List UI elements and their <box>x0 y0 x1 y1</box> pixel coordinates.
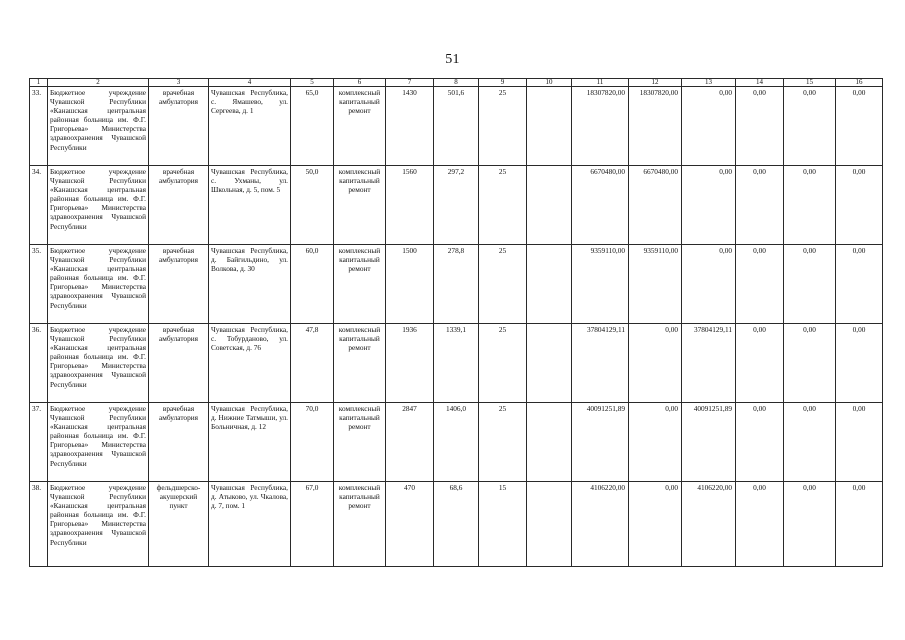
facility-type-cell: врачебная амбулатория <box>149 245 209 324</box>
page-number: 51 <box>445 52 460 67</box>
value-cell-col10 <box>527 403 572 482</box>
column-number-7: 7 <box>386 79 434 87</box>
column-number-14: 14 <box>736 79 784 87</box>
table-body <box>30 87 883 567</box>
organization-cell: Бюджетное учреждение Чувашской Республики «Канашская центральная районная больница им. Ф.Г. Григорьева» Министерства здравоохранения Чувашской Республики <box>48 324 149 403</box>
column-number-10: 10 <box>527 79 572 87</box>
value-cell-col8: 501,6 <box>434 87 479 166</box>
amount-cell-col14: 0,00 <box>736 403 784 482</box>
value-cell-col5: 70,0 <box>291 403 334 482</box>
value-cell-col7: 1560 <box>386 166 434 245</box>
value-cell-col9: 25 <box>479 87 527 166</box>
amount-cell-col16: 0,00 <box>836 245 883 324</box>
row-number-cell: 38. <box>30 482 48 567</box>
value-cell-col8: 278,8 <box>434 245 479 324</box>
work-type-cell: комплексный капитальный ремонт <box>334 166 386 245</box>
table-row <box>30 166 883 245</box>
amount-cell-col12: 0,00 <box>629 482 682 567</box>
amount-cell-col13: 0,00 <box>682 166 736 245</box>
address-cell: Чувашская Республика, с. Ухманы, ул. Школьная, д. 5, пом. 5 <box>209 166 291 245</box>
work-type-cell: комплексный капитальный ремонт <box>334 87 386 166</box>
facility-type-cell: врачебная амбулатория <box>149 403 209 482</box>
amount-cell-col11: 4106220,00 <box>572 482 629 567</box>
amount-cell-col14: 0,00 <box>736 245 784 324</box>
value-cell-col9: 25 <box>479 324 527 403</box>
value-cell-col7: 1430 <box>386 87 434 166</box>
organization-cell: Бюджетное учреждение Чувашской Республики «Канашская центральная районная больница им. Ф.Г. Григорьева» Министерства здравоохранения Чувашской Республики <box>48 482 149 567</box>
table-row <box>30 482 883 567</box>
column-number-1: 1 <box>30 79 48 87</box>
amount-cell-col11: 40091251,89 <box>572 403 629 482</box>
value-cell-col9: 25 <box>479 403 527 482</box>
amount-cell-col16: 0,00 <box>836 87 883 166</box>
value-cell-col10 <box>527 87 572 166</box>
amount-cell-col11: 6670480,00 <box>572 166 629 245</box>
amount-cell-col16: 0,00 <box>836 166 883 245</box>
amount-cell-col11: 37804129,11 <box>572 324 629 403</box>
amount-cell-col14: 0,00 <box>736 482 784 567</box>
amount-cell-col16: 0,00 <box>836 403 883 482</box>
amount-cell-col15: 0,00 <box>784 482 836 567</box>
work-type-cell: комплексный капитальный ремонт <box>334 482 386 567</box>
row-number-cell: 33. <box>30 87 48 166</box>
facility-type-cell: врачебная амбулатория <box>149 166 209 245</box>
column-number-row <box>30 79 883 87</box>
amount-cell-col15: 0,00 <box>784 403 836 482</box>
amount-cell-col13: 4106220,00 <box>682 482 736 567</box>
value-cell-col10 <box>527 166 572 245</box>
value-cell-col8: 68,6 <box>434 482 479 567</box>
amount-cell-col15: 0,00 <box>784 166 836 245</box>
amount-cell-col11: 18307820,00 <box>572 87 629 166</box>
value-cell-col8: 297,2 <box>434 166 479 245</box>
value-cell-col5: 50,0 <box>291 166 334 245</box>
value-cell-col10 <box>527 482 572 567</box>
amount-cell-col12: 6670480,00 <box>629 166 682 245</box>
amount-cell-col15: 0,00 <box>784 324 836 403</box>
amount-cell-col14: 0,00 <box>736 166 784 245</box>
work-type-cell: комплексный капитальный ремонт <box>334 245 386 324</box>
table-row <box>30 245 883 324</box>
column-number-6: 6 <box>334 79 386 87</box>
facility-type-cell: фельдшерско-акушерский пункт <box>149 482 209 567</box>
address-cell: Чувашская Республика, с. Тобурданово, ул. Советская, д. 76 <box>209 324 291 403</box>
value-cell-col10 <box>527 245 572 324</box>
value-cell-col5: 67,0 <box>291 482 334 567</box>
data-table <box>29 78 883 567</box>
amount-cell-col11: 9359110,00 <box>572 245 629 324</box>
row-number-cell: 34. <box>30 166 48 245</box>
column-number-4: 4 <box>209 79 291 87</box>
column-number-5: 5 <box>291 79 334 87</box>
amount-cell-col13: 37804129,11 <box>682 324 736 403</box>
amount-cell-col16: 0,00 <box>836 324 883 403</box>
column-number-9: 9 <box>479 79 527 87</box>
table-row <box>30 324 883 403</box>
value-cell-col7: 2847 <box>386 403 434 482</box>
value-cell-col5: 65,0 <box>291 87 334 166</box>
value-cell-col9: 25 <box>479 245 527 324</box>
column-number-2: 2 <box>48 79 149 87</box>
organization-cell: Бюджетное учреждение Чувашской Республики «Канашская центральная районная больница им. Ф.Г. Григорьева» Министерства здравоохранения Чувашской Республики <box>48 166 149 245</box>
table-row <box>30 403 883 482</box>
amount-cell-col14: 0,00 <box>736 324 784 403</box>
facility-type-cell: врачебная амбулатория <box>149 87 209 166</box>
amount-cell-col13: 0,00 <box>682 245 736 324</box>
address-cell: Чувашская Республика, д. Атыково, ул. Чкалова, д. 7, пом. 1 <box>209 482 291 567</box>
amount-cell-col13: 0,00 <box>682 87 736 166</box>
amount-cell-col12: 0,00 <box>629 324 682 403</box>
row-number-cell: 35. <box>30 245 48 324</box>
work-type-cell: комплексный капитальный ремонт <box>334 403 386 482</box>
table-row <box>30 87 883 166</box>
value-cell-col7: 1936 <box>386 324 434 403</box>
address-cell: Чувашская Республика, д. Байгильдино, ул. Волкова, д. 30 <box>209 245 291 324</box>
row-number-cell: 37. <box>30 403 48 482</box>
amount-cell-col13: 40091251,89 <box>682 403 736 482</box>
column-number-8: 8 <box>434 79 479 87</box>
value-cell-col5: 47,8 <box>291 324 334 403</box>
value-cell-col7: 470 <box>386 482 434 567</box>
column-number-3: 3 <box>149 79 209 87</box>
amount-cell-col15: 0,00 <box>784 87 836 166</box>
column-number-13: 13 <box>682 79 736 87</box>
organization-cell: Бюджетное учреждение Чувашской Республики «Канашская центральная районная больница им. Ф.Г. Григорьева» Министерства здравоохранения Чувашской Республики <box>48 245 149 324</box>
amount-cell-col12: 18307820,00 <box>629 87 682 166</box>
value-cell-col8: 1339,1 <box>434 324 479 403</box>
value-cell-col8: 1406,0 <box>434 403 479 482</box>
column-number-12: 12 <box>629 79 682 87</box>
amount-cell-col14: 0,00 <box>736 87 784 166</box>
row-number-cell: 36. <box>30 324 48 403</box>
work-type-cell: комплексный капитальный ремонт <box>334 324 386 403</box>
amount-cell-col15: 0,00 <box>784 245 836 324</box>
value-cell-col9: 15 <box>479 482 527 567</box>
column-number-11: 11 <box>572 79 629 87</box>
value-cell-col5: 60,0 <box>291 245 334 324</box>
facility-type-cell: врачебная амбулатория <box>149 324 209 403</box>
amount-cell-col12: 0,00 <box>629 403 682 482</box>
address-cell: Чувашская Республика, с. Ямашево, ул. Сергеева, д. 1 <box>209 87 291 166</box>
column-number-16: 16 <box>836 79 883 87</box>
amount-cell-col12: 9359110,00 <box>629 245 682 324</box>
organization-cell: Бюджетное учреждение Чувашской Республики «Канашская центральная районная больница им. Ф.Г. Григорьева» Министерства здравоохранения Чувашской Республики <box>48 87 149 166</box>
value-cell-col10 <box>527 324 572 403</box>
column-number-15: 15 <box>784 79 836 87</box>
value-cell-col7: 1500 <box>386 245 434 324</box>
amount-cell-col16: 0,00 <box>836 482 883 567</box>
value-cell-col9: 25 <box>479 166 527 245</box>
organization-cell: Бюджетное учреждение Чувашской Республики «Канашская центральная районная больница им. Ф.Г. Григорьева» Министерства здравоохранения Чувашской Республики <box>48 403 149 482</box>
address-cell: Чувашская Республика, д. Нижние Татмыши, ул. Больничная, д. 12 <box>209 403 291 482</box>
